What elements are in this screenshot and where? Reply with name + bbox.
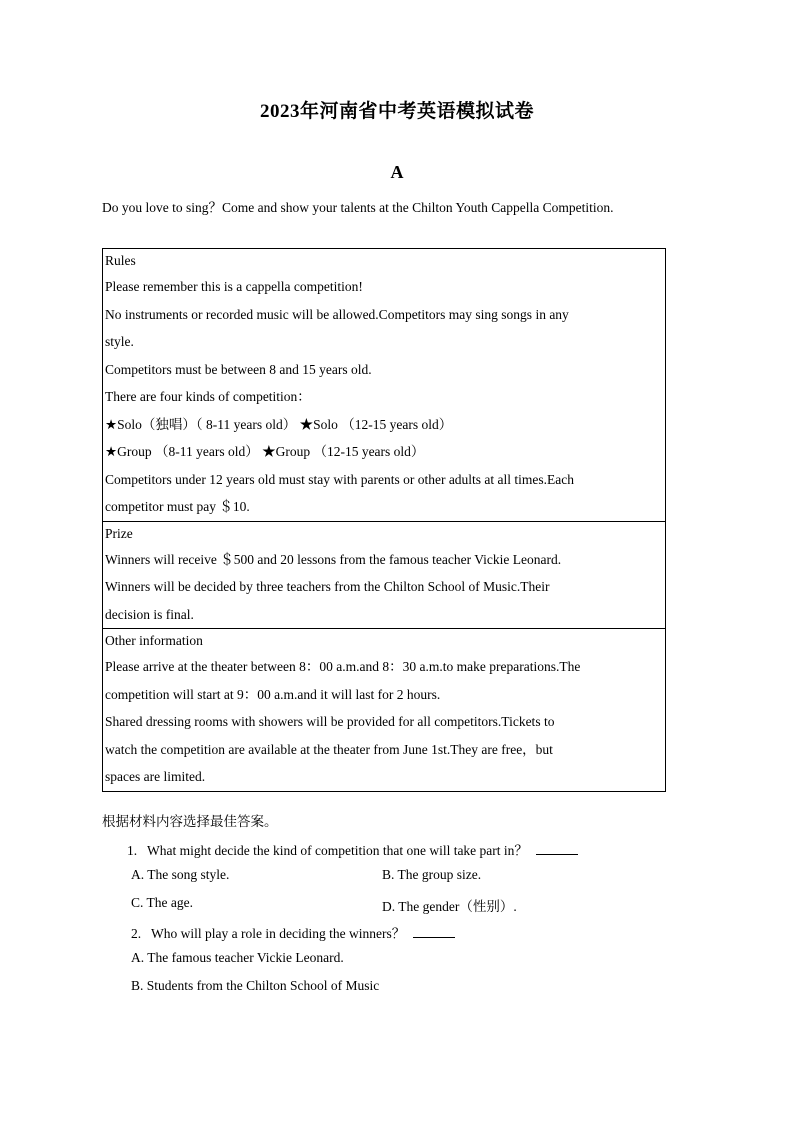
option-b: B. The group size.	[382, 867, 482, 882]
rules-line: Competitors under 12 years old must stay with parents or other adults at all times.Each	[105, 471, 575, 487]
rules-line: competitor must pay ＄10.	[105, 499, 250, 514]
prize-row	[103, 521, 666, 629]
instruction-text: 根据材料内容选择最佳答案。	[102, 814, 278, 830]
prize-heading: Prize	[105, 525, 133, 541]
answer-blank[interactable]	[413, 925, 455, 938]
answer-blank[interactable]	[536, 842, 578, 855]
page-title: 2023年河南省中考英语模拟试卷	[259, 101, 534, 122]
option-d: D. The gender（性别）.	[382, 899, 517, 914]
question-number: 2.	[131, 926, 142, 941]
rules-heading: Rules	[105, 253, 136, 268]
other-heading: Other information	[105, 633, 203, 648]
section-heading: A	[390, 162, 404, 182]
rules-line: Please remember this is a cappella competition!	[105, 279, 363, 294]
other-line: watch the competition are available at the theater from June 1st.They are free，but	[105, 741, 553, 757]
other-line: Please arrive at the theater between 8：00 a.m.and 8：30 a.m.to make preparations.The	[105, 659, 581, 674]
intro-text: Do you love to sing？Come and show your talents at the Chilton Youth Cappella Competition.	[102, 200, 614, 215]
option-a: A. The famous teacher Vickie Leonard.	[131, 950, 344, 965]
question-number: 1.	[127, 843, 138, 858]
other-line: Shared dressing rooms with showers will be provided for all competitors.Tickets to	[105, 714, 555, 729]
rules-line: No instruments or recorded music will be allowed.Competitors may sing songs in any	[105, 306, 569, 322]
rules-line: There are four kinds of competition：	[105, 389, 311, 404]
info-table	[102, 248, 666, 792]
prize-line: Winners will be decided by three teachers from the Chilton School of Music.Their	[105, 579, 550, 594]
question-1	[127, 839, 578, 859]
question-text: What might decide the kind of competition that one will take part in？	[147, 843, 528, 858]
option-a: A. The song style.	[131, 867, 230, 882]
rules-line: ★Solo（独唱）（ 8-11 years old） ★Solo （12-15 years old）	[105, 416, 453, 432]
other-row	[103, 629, 666, 792]
prize-line: Winners will receive ＄500 and 20 lessons from the famous teacher Vickie Leonard.	[105, 551, 562, 567]
rules-line: style.	[105, 334, 134, 349]
prize-line: decision is final.	[105, 606, 194, 622]
question-text: Who will play a role in deciding the winners？	[151, 926, 406, 941]
rules-line: Competitors must be between 8 and 15 years old.	[105, 361, 372, 377]
question-2	[131, 922, 455, 942]
other-line: competition will start at 9：00 a.m.and it will last for 2 hours.	[105, 686, 441, 702]
option-c: C. The age.	[131, 895, 193, 910]
option-b: B. Students from the Chilton School of Music	[131, 978, 380, 993]
rules-line: ★Group （8-11 years old） ★Group （12-15 years old）	[105, 444, 425, 459]
rules-row	[103, 249, 666, 522]
other-line: spaces are limited.	[105, 769, 206, 784]
